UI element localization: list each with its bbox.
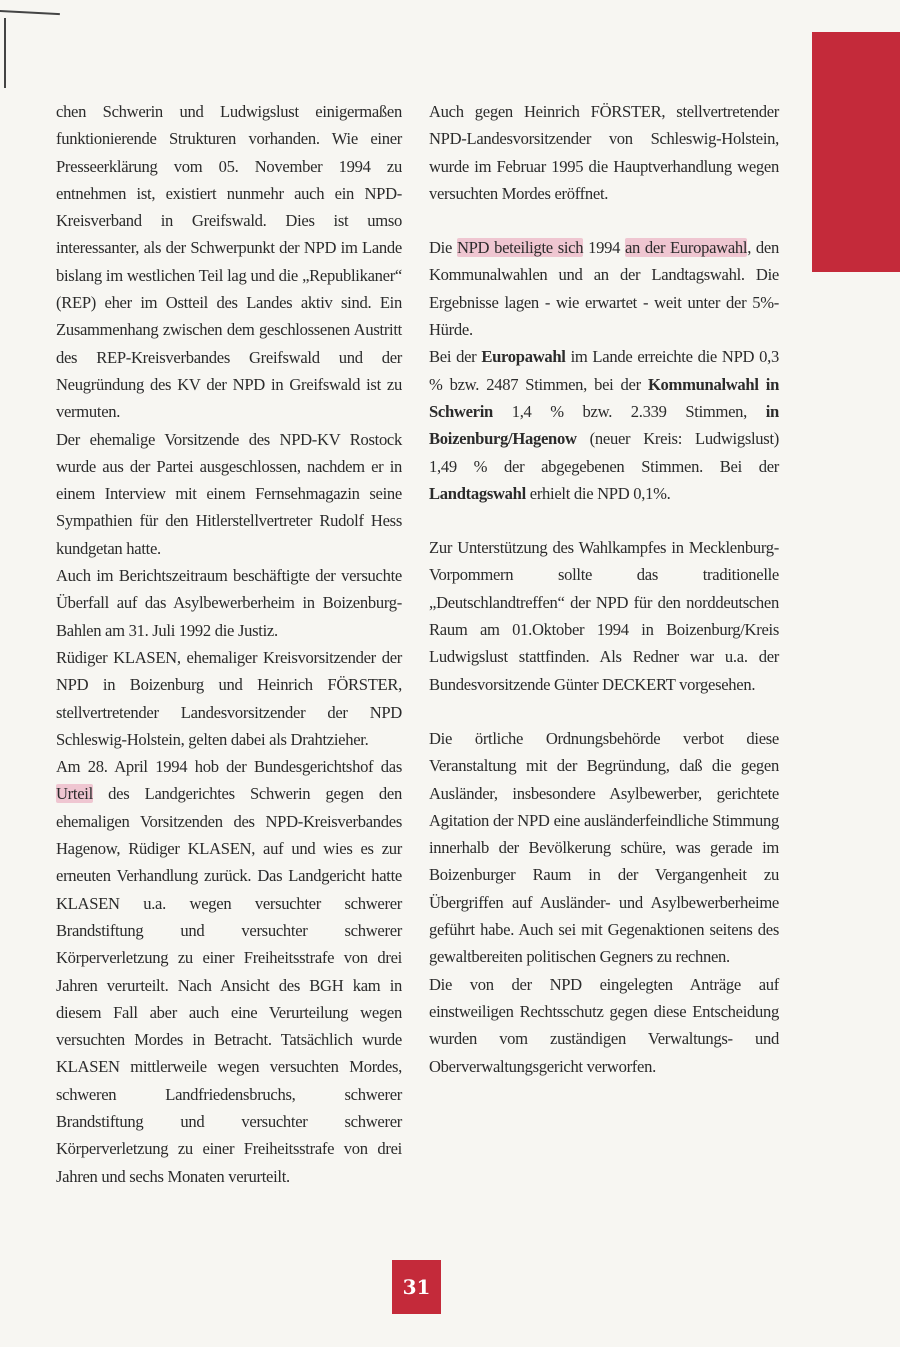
paragraph [56, 753, 402, 1190]
text-run: Rüdiger KLASEN, ehemaliger Kreisvorsitzender der NPD in Boizenburg und Heinrich FÖRSTER, stellvertretender Landesvorsitzender der NPD Schleswig-Holstein, gelten dabei als Drahtzieher. [56, 647, 402, 749]
highlighted-text: Urteil [56, 784, 93, 804]
paragraph [56, 644, 402, 753]
paragraph [429, 971, 779, 1080]
bold-text: Landtagswahl [429, 483, 526, 503]
bold-text: Kommunalwahl in Schwerin [429, 374, 780, 421]
paragraph [56, 562, 402, 644]
paragraph [56, 426, 402, 562]
text-run: chen Schwerin und Ludwigslust einigermaßen funktionierende Strukturen vorhanden. Wie einer Presseerklärung vom 05. November 1994 zu entnehmen ist, existiert nunmehr auch ein NPD-Kreisverband in Greifswald. Dies ist umso interessanter, als der Schwerpunkt der NPD im Lande bislang im westlichen Teil lag und die „Republikaner“ (REP) eher im Ostteil des Landes aktiv sind. Ein Zusammenhang zwischen dem geschlossenen Austritt des REP-Kreisverbandes Greifswald und der Neugründung des KV der NPD in Greifswald ist zu vermuten. [56, 102, 402, 422]
text-run: (neuer Kreis: Ludwigslust) 1,49 % der abgegebenen Stimmen. Bei der [429, 429, 779, 476]
text-run: Die [429, 238, 457, 258]
chapter-tab-marker [812, 32, 900, 272]
paragraph [429, 725, 779, 971]
text-run: 1,4 % bzw. 2.339 Stimmen, [492, 401, 766, 421]
highlighted-text: an der Europawahl [624, 238, 748, 258]
text-run: Die von der NPD eingelegten Anträge auf einstweiligen Rechtsschutz gegen diese Entscheidung wurden vom zuständigen Verwaltungs- und Oberverwaltungsgericht verworfen. [429, 974, 779, 1076]
left-text-column [56, 98, 402, 1190]
paragraph [429, 234, 779, 343]
text-run: Bei der [429, 347, 482, 367]
right-text-column [429, 98, 779, 1080]
highlighted-text: NPD beteiligte sich [456, 238, 584, 258]
text-run: Die örtliche Ordnungsbehörde verbot diese Veranstaltung mit der Begründung, daß die gegen Ausländer, insbesondere Asylbewerber, gerichtete Agitation der NPD eine ausländerfeindliche Stimmung innerhalb der Bevölkerung schüre, was gerade im Boizenburger Raum in der Vergangenheit zu Übergriffen auf Ausländer- und Asylbewerberheime geführt habe. Auch sei mit Gegenaktionen seitens des gewaltbereiten politischen Gegners zu rechnen. [429, 728, 779, 967]
bold-text: in Boizenburg/Hagenow [429, 401, 779, 449]
text-run: Zur Unterstützung des Wahlkampfes in Mecklenburg-Vorpommern sollte das traditionelle „Deutschlandtreffen“ der NPD für den norddeutschen Raum am 01.Oktober 1994 in Boizenburg/Kreis Ludwigslust stattfinden. Als Redner war u.a. der Bundesvorsitzende Günter DECKERT vorgesehen. [429, 538, 779, 694]
bold-text: Europawahl [481, 347, 566, 367]
paragraph [429, 343, 779, 507]
text-run: des Landgerichtes Schwerin gegen den ehemaligen Vorsitzenden des NPD-Kreisverbandes Hagenow, Rüdiger KLASEN, auf und wies es zur erneuten Verhandlung zurück. Das Landgericht hatte KLASEN u.a. wegen versuchter schwerer Brandstiftung und versuchter schwerer Körperverletzung zu einer Freiheitsstrafe von drei Jahren verurteilt. Nach Ansicht des BGH kam in diesem Fall aber auch eine Verurteilung wegen versuchten Mordes in Betracht. Tatsächlich wurde KLASEN mittlerweile wegen versuchten Mordes, schweren Landfriedensbruchs, schwerer Brandstiftung und versuchter schwerer Körperverletzung zu einer Freiheitsstrafe von drei Jahren und sechs Monaten verurteilt. [56, 784, 402, 1186]
page-number: 31 [392, 1260, 441, 1314]
text-run: erhielt die NPD 0,1%. [525, 483, 671, 503]
paragraph [429, 534, 779, 698]
text-run: Auch im Berichtszeitraum beschäftigte der versuchte Überfall auf das Asylbewerberheim in Boizenburg-Bahlen am 31. Juli 1992 die Justiz. [56, 566, 402, 640]
text-run: 1994 [583, 238, 625, 258]
text-run: im Lande erreichte die NPD 0,3 % bzw. 2487 Stimmen, bei der [429, 347, 779, 394]
text-run: Der ehemalige Vorsitzende des NPD-KV Rostock wurde aus der Partei ausgeschlossen, nachdem er in einem Interview mit einem Fernsehmagazin seine Sympathien für den Hitlerstellvertreter Rudolf Hess kundgetan hatte. [56, 429, 402, 558]
text-run: , den Kommunalwahlen und an der Landtagswahl. Die Ergebnisse lagen - wie erwartet - weit unter der 5%-Hürde. [429, 238, 779, 340]
crop-mark [0, 10, 60, 45]
crop-mark-vertical [4, 18, 6, 88]
text-run: Auch gegen Heinrich FÖRSTER, stellvertretender NPD-Landesvorsitzender von Schleswig-Holstein, wurde im Februar 1995 die Hauptverhandlung wegen versuchten Mordes eröffnet. [429, 102, 779, 203]
text-run: Am 28. April 1994 hob der Bundesgerichtshof das [56, 757, 402, 777]
paragraph [429, 98, 779, 207]
paragraph [56, 98, 402, 426]
